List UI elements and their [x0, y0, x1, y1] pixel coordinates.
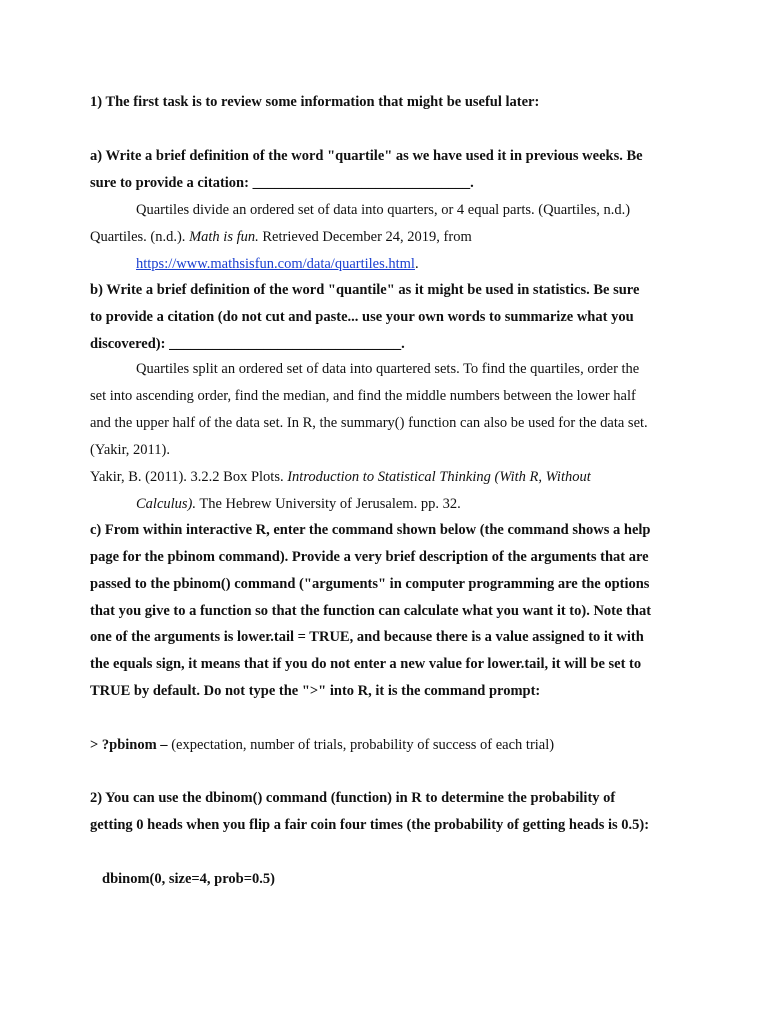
qc-line3: passed to the pbinom() command ("arguments" in computer programming are the options [90, 576, 650, 592]
qb-prompt-line1: b) Write a brief definition of the word "quantile" as it might be used in statistics. Be sure [90, 282, 640, 298]
q2-line1: 2) You can use the dbinom() command (function) in R to determine the probability of [90, 790, 616, 806]
qb-ref-start: Yakir, B. (2011). 3.2.2 Box Plots. [90, 469, 288, 485]
qb-ref-rest: The Hebrew University of Jerusalem. pp. 32. [196, 496, 461, 512]
qc-line5: one of the arguments is lower.tail = TRUE, and because there is a value assigned to it with [90, 629, 644, 645]
qc-command: > ?pbinom – [90, 737, 168, 753]
qa-citation-end: . [414, 256, 419, 272]
qb-reference-line2 [136, 495, 461, 513]
qb-answer-line2: set into ascending order, find the median, and find the middle numbers between the lower half [90, 388, 636, 404]
qb-prompt-line2: to provide a citation (do not cut and paste... use your own words to summarize what you [90, 309, 634, 325]
qa-citation [90, 228, 472, 246]
qb-ref-title2: Calculus). [136, 496, 197, 512]
qa-citation-link[interactable]: https://www.mathsisfun.com/data/quartiles.html [136, 256, 415, 272]
q2-command: dbinom(0, size=4, prob=0.5) [102, 871, 275, 887]
qa-prompt-line1: a) Write a brief definition of the word "quartile" as we have used it in previous weeks. Be [90, 148, 643, 164]
qa-citation-rest: Retrieved December 24, 2019, from [258, 229, 472, 245]
qb-prompt-line3: discovered): ________________________________. [90, 336, 405, 352]
qc-command-line [90, 736, 554, 754]
qa-answer: Quartiles divide an ordered set of data into quarters, or 4 equal parts. (Quartiles, n.d.) [136, 202, 631, 218]
qb-answer-line1: Quartiles split an ordered set of data into quartered sets. To find the quartiles, order the [136, 361, 640, 377]
qc-line7: TRUE by default. Do not type the ">" into R, it is the command prompt: [90, 683, 541, 699]
qb-ref-title1: Introduction to Statistical Thinking (With R, Without [287, 469, 591, 485]
q2-line2: getting 0 heads when you flip a fair coin four times (the probability of getting heads is 0.5): [90, 817, 650, 833]
qc-line6: the equals sign, it means that if you do not enter a new value for lower.tail, it will be set to [90, 656, 642, 672]
qb-answer-line4: (Yakir, 2011). [90, 442, 170, 458]
qa-citation-start: Quartiles. (n.d.). [90, 229, 190, 245]
qb-reference-line1 [90, 468, 591, 486]
qa-citation-url-line [136, 255, 419, 273]
q1-heading: 1) The first task is to review some information that might be useful later: [90, 94, 540, 110]
qa-citation-source: Math is fun. [189, 229, 259, 245]
qc-line1: c) From within interactive R, enter the command shown below (the command shows a help [90, 522, 651, 538]
qa-prompt-line2: sure to provide a citation: ______________________________. [90, 175, 474, 191]
qc-line2: page for the pbinom command). Provide a very brief description of the arguments that are [90, 549, 649, 565]
qc-answer: (expectation, number of trials, probability of success of each trial) [167, 737, 555, 753]
qc-line4: that you give to a function so that the function can calculate what you want it to). Note that [90, 603, 652, 619]
qb-answer-line3: and the upper half of the data set. In R, the summary() function can also be used for the data set. [90, 415, 648, 431]
